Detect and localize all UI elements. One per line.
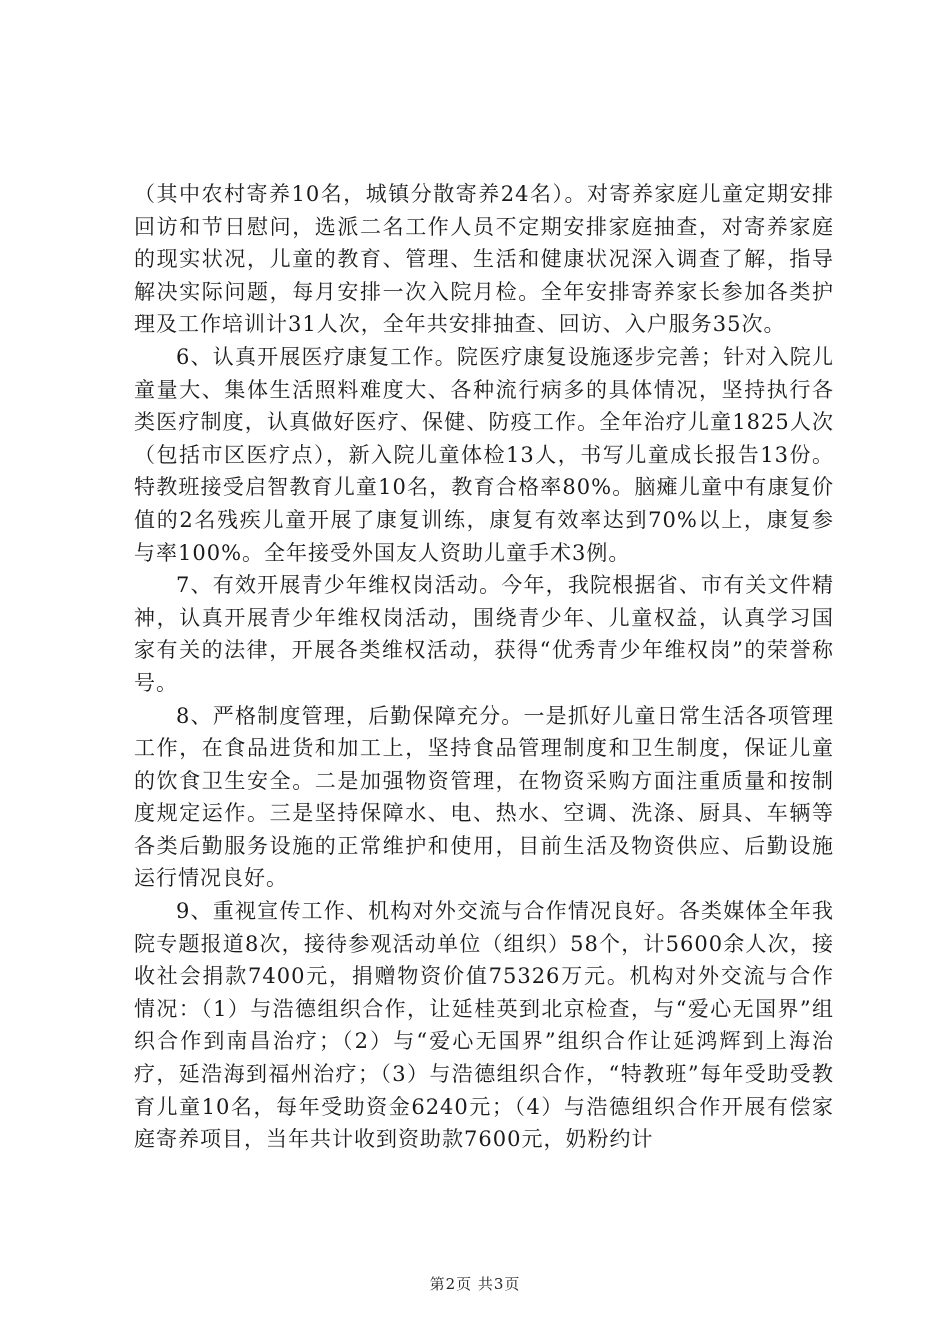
page-footer: 第2页 共3页 xyxy=(429,1275,521,1293)
paragraph-publicity-cooperation: 9、重视宣传工作、机构对外交流与合作情况良好。各类媒体全年我院专题报道8次，接待参观活动单位（组织）58个，计5600余人次，接收社会捐款7400元，捐赠物资价值75326万元。机构对外交流与合作情况：（1）与浩德组织合作，让延桂英到北京检查，与“爱心无国界”组织合作到南昌治疗；（2）与“爱心无国界”组织合作让延鸿辉到上海治疗，延浩海到福州治疗；（3）与浩德组织合作，“特教班”每年受助受教育儿童10名，每年受助资金6240元；（4）与浩德组织合作开展有偿家庭寄养项目，当年共计收到资助款7600元，奶粉约计 xyxy=(134,899,834,1152)
paragraph-youth-rights: 7、有效开展青少年维权岗活动。今年，我院根据省、市有关文件精神，认真开展青少年维权岗活动，围绕青少年、儿童权益，认真学习国家有关的法律，开展各类维权活动，获得“优秀青少年维权岗”的荣誉称号。 xyxy=(134,573,834,695)
document-body xyxy=(134,178,834,1156)
paragraph-logistics: 8、严格制度管理，后勤保障充分。一是抓好儿童日常生活各项管理工作，在食品进货和加工上，坚持食品管理制度和卫生制度，保证儿童的饮食卫生安全。二是加强物资管理，在物资采购方面注重质量和按制度规定运作。三是坚持保障水、电、热水、空调、洗涤、厨具、车辆等各类后勤服务设施的正常维护和使用，目前生活及物资供应、后勤设施运行情况良好。 xyxy=(134,703,834,891)
paragraph-medical-rehab: 6、认真开展医疗康复工作。院医疗康复设施逐步完善；针对入院儿童量大、集体生活照料难度大、各种流行病多的具体情况，坚持执行各类医疗制度，认真做好医疗、保健、防疫工作。全年治疗儿童1825人次（包括市区医疗点），新入院儿童体检13人，书写儿童成长报告13份。特教班接受启智教育儿童10名，教育合格率80%。脑瘫儿童中有康复价值的2名残疾儿童开展了康复训练，康复有效率达到70%以上，康复参与率100%。全年接受外国友人资助儿童手术3例。 xyxy=(134,344,834,565)
paragraph-foster-care: （其中农村寄养10名，城镇分散寄养24名）。对寄养家庭儿童定期安排回访和节日慰问，选派二名工作人员不定期安排家庭抽查，对寄养家庭的现实状况，儿童的教育、管理、生活和健康状况深入调查了解，指导解决实际问题，每月安排一次入院月检。全年安排寄养家长参加各类护理及工作培训计31人次，全年共安排抽查、回访、入户服务35次。 xyxy=(134,182,834,337)
